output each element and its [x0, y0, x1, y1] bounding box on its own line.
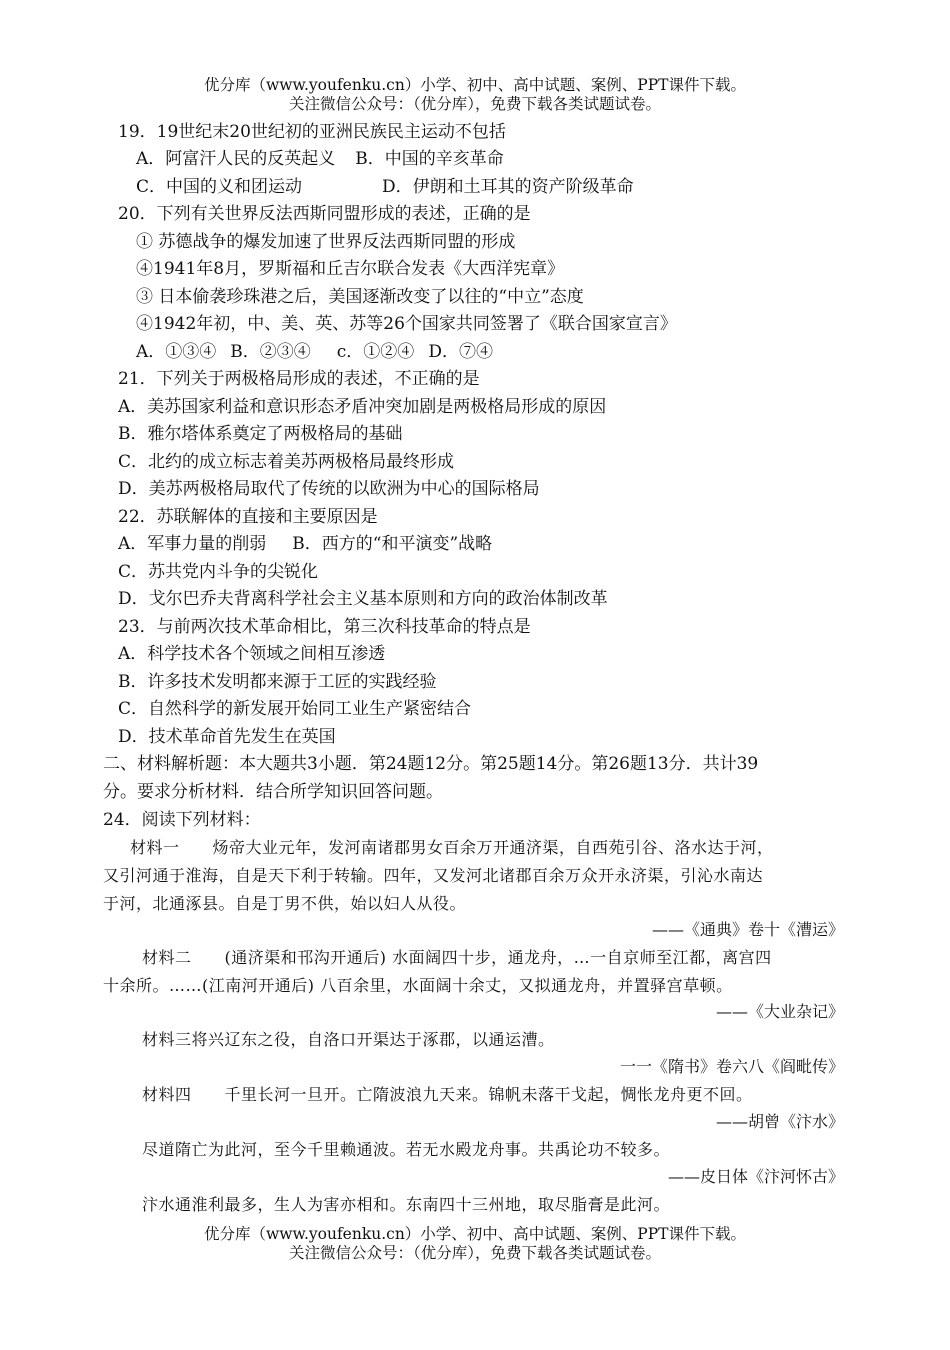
material-3-line-1: 材料三将兴辽东之役，自洛口开渠达于涿郡，以通运漕。: [142, 1030, 555, 1049]
material-5-source: ——皮日体《汴河怀古》: [667, 1167, 844, 1186]
q22-stem: 22．苏联解体的直接和主要原因是: [118, 507, 378, 527]
q22-option-b: B．西方的“和平演变”战略: [292, 534, 493, 554]
q23-option-c: C．自然科学的新发展开始同工业生产紧密结合: [118, 699, 472, 719]
q22-option-a: A．军事力量的削弱: [118, 534, 267, 554]
material-2-line-2: 十余所。……(江南河开通后) 八百余里，水面阔十余丈，又拟通龙舟，并置驿宫草顿。: [103, 976, 733, 995]
material-2-line-1: 材料二 (通济渠和邗沟开通后) 水面阔四十步，通龙舟，…一自京师至江都，离宫四: [142, 948, 772, 967]
q19-option-d: D．伊朗和土耳其的资产阶级革命: [382, 177, 634, 197]
q23-stem: 23．与前两次技术革命相比，第三次科技革命的特点是: [118, 617, 531, 637]
footer-line-1: 优分库（www.youfenku.cn）小学、初中、高中试题、案例、PPT课件下载。: [203, 1225, 747, 1243]
q20-statement-4: ④1942年初，中、美、英、苏等26个国家共同签署了《联合国家宣言》: [136, 314, 677, 334]
q21-option-d: D．美苏两极格局取代了传统的以欧洲为中心的国际格局: [118, 479, 540, 499]
q19-stem: 19．19世纪末20世纪初的亚洲民族民主运动不包括: [118, 122, 506, 142]
material-1-line-2: 又引河通于淮海，自是天下利于转输。四年，又发河北诸郡百余万众开永济渠，引沁水南达: [103, 866, 764, 885]
q20-statement-3: ③ 日本偷袭珍珠港之后，美国逐渐改变了以往的“中立”态度: [136, 287, 584, 307]
material-1-line-1: 材料一 炀帝大业元年，发河南诸郡男女百余万开通济渠，自西苑引谷、洛水达于河，: [130, 838, 774, 857]
q19-options-row2: [136, 175, 634, 199]
q23-option-d: D．技术革命首先发生在英国: [118, 727, 336, 747]
q24-stem: 24．阅读下列材料：: [103, 810, 261, 830]
material-2-source: ——《大业杂记》: [715, 1002, 844, 1021]
q20-stem: 20．下列有关世界反法西斯同盟形成的表述，正确的是: [118, 204, 531, 224]
q20-options: [136, 340, 493, 364]
footer-line-2: 关注微信公众号：（优分库），免费下载各类试题试卷。: [288, 1244, 661, 1262]
header-line-2: 关注微信公众号：（优分库），免费下载各类试题试卷。: [288, 95, 661, 113]
q20-option-b: B．②③④: [230, 342, 311, 362]
q22-options-row1: [118, 532, 492, 556]
q20-option-d: D．⑦④: [428, 342, 493, 362]
q21-stem: 21．下列关于两极格局形成的表述，不正确的是: [118, 369, 480, 389]
q20-statement-2: ④1941年8月，罗斯福和丘吉尔联合发表《大西洋宪章》: [136, 259, 565, 279]
section2-line-2: 分。要求分析材料．结合所学知识回答问题。: [103, 782, 443, 802]
material-1-source: ——《通典》卷十《漕运》: [651, 920, 844, 939]
q21-option-b: B．雅尔塔体系奠定了两极格局的基础: [118, 424, 403, 444]
q21-option-c: C．北约的成立标志着美苏两极格局最终形成: [118, 452, 455, 472]
q21-option-a: A．美苏国家利益和意识形态矛盾冲突加剧是两极格局形成的原因: [118, 397, 607, 417]
q19-option-a: A．阿富汗人民的反英起义: [136, 149, 336, 169]
q23-option-b: B．许多技术发明都来源于工匠的实践经验: [118, 672, 437, 692]
q19-option-c: C．中国的义和团运动: [136, 177, 303, 197]
q19-option-b: B．中国的辛亥革命: [355, 149, 504, 169]
q19-options-row1: [136, 147, 504, 171]
material-1-line-3: 于河，北通涿县。自是丁男不供，始以妇人从役。: [103, 894, 467, 913]
q20-option-a: A．①③④: [136, 342, 217, 362]
header-line-1: 优分库（www.youfenku.cn）小学、初中、高中试题、案例、PPT课件下载。: [203, 76, 747, 94]
section2-line-1: 二、材料解析题：本大题共3小题．第24题12分。第25题14分。第26题13分．共计39: [103, 754, 759, 774]
material-3-source: 一一《隋书》卷六八《阎毗传》: [619, 1057, 844, 1076]
material-5-line-1: 尽道隋亡为此河，至今千里赖通波。若无水殿龙舟事。共禹论功不较多。: [142, 1140, 671, 1159]
material-4-source: ——胡曾《汴水》: [715, 1112, 844, 1131]
q20-statement-1: ① 苏德战争的爆发加速了世界反法西斯同盟的形成: [136, 232, 516, 252]
q22-option-d: D．戈尔巴乔夫背离科学社会主义基本原则和方向的政治体制改革: [118, 589, 608, 609]
material-4-line-1: 材料四 千里长河一旦开。亡隋波浪九天来。锦帆未落干戈起，惆怅龙舟更不回。: [142, 1085, 753, 1104]
q22-option-c: C．苏共党内斗争的尖锐化: [118, 562, 319, 582]
q23-option-a: A．科学技术各个领域之间相互渗透: [118, 644, 386, 664]
material-6-line-1: 汴水通淮利最多，生人为害亦相和。东南四十三州地，取尽脂膏是此河。: [142, 1195, 671, 1214]
q20-option-c: c．①②④: [336, 342, 415, 362]
